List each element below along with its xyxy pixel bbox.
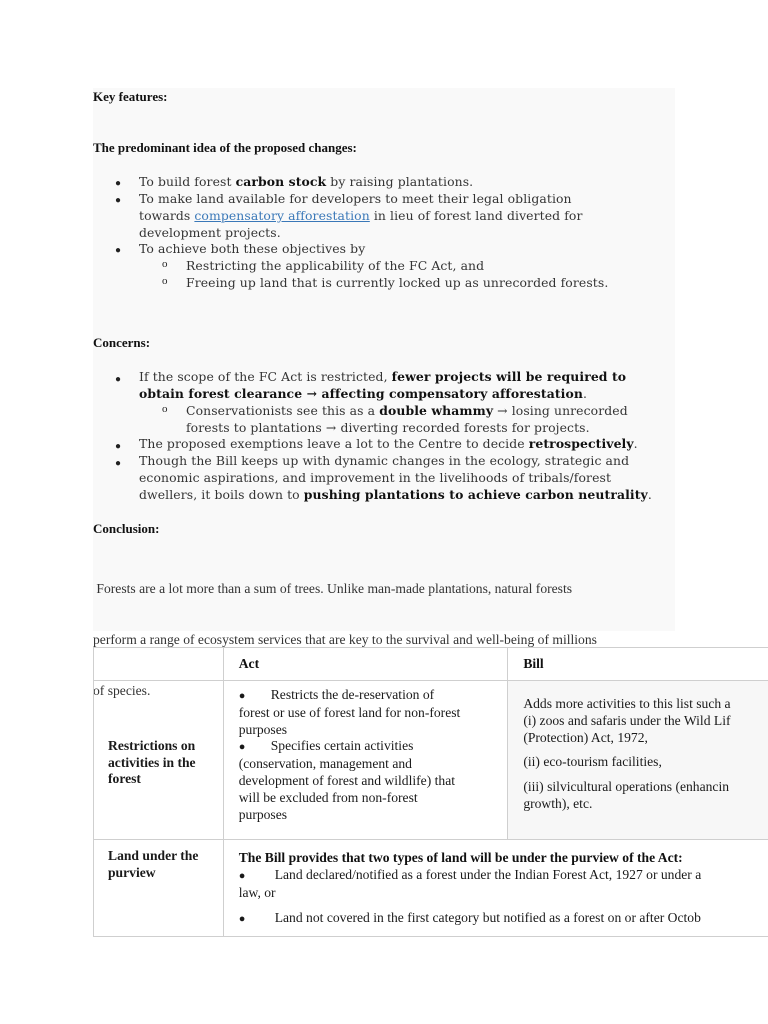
bullet-icon: ● xyxy=(115,195,122,206)
row1-bill-cell: Adds more activities to this list such a (i) zoos and safaris under the Wild Lif (Protection) Act, 1972, (ii) eco-tourism facilities, (iii) silvicultural operations (enhancin growth), etc. xyxy=(508,681,768,840)
concerns-heading: Concerns: xyxy=(93,335,151,350)
table-header-row xyxy=(94,648,768,681)
idea-heading: The predominant idea of the proposed changes: xyxy=(93,140,357,155)
sub-bullet-icon: o xyxy=(162,258,168,270)
bullet-icon: ● xyxy=(238,690,246,702)
bullet-icon: ● xyxy=(115,458,122,469)
key-features-heading: Key features: xyxy=(93,89,168,104)
table-row xyxy=(94,681,768,840)
row2-label: Land under the purview xyxy=(108,848,199,880)
idea-item-1: To build forest carbon stock by raising plantations. xyxy=(139,174,474,189)
bullet-icon: ● xyxy=(115,374,122,385)
comparison-table xyxy=(93,647,768,937)
conclusion-text: Forests are a lot more than a sum of trees. Unlike man-made plantations, natural forests perform a range of ecosystem services that are key to the survival and well-being of millions of species. xyxy=(93,581,597,698)
idea-item-3: To achieve both these objectives by xyxy=(139,241,366,256)
idea-item-2: To make land available for developers to meet their legal obligation towards compensatory afforestation in lieu of forest land diverted for development projects. xyxy=(139,191,583,240)
table-header-act-cell xyxy=(223,648,508,681)
row2-label-cell xyxy=(94,840,224,937)
row1-act-cell: ● Restricts the de-reservation of forest or use of forest land for non-forest purposes ● Specifies certain activities (conservation, management and development of forest and wildlife) that will be excluded from non-forest purposes xyxy=(223,681,508,840)
conclusion-heading: Conclusion: xyxy=(93,521,160,536)
table-header-empty xyxy=(94,648,224,681)
table-header-bill-cell xyxy=(508,648,768,681)
bullet-icon: ● xyxy=(115,245,122,256)
idea-sub-item-1: Restricting the applicability of the FC Act, and xyxy=(186,258,485,273)
concern-item-2: The proposed exemptions leave a lot to the Centre to decide retrospectively. xyxy=(139,436,638,451)
table-header-bill: Bill xyxy=(523,656,544,671)
bullet-icon: ● xyxy=(238,913,246,926)
row1-label-cell xyxy=(94,681,224,840)
concern-item-1: If the scope of the FC Act is restricted, fewer projects will be required to obtain forest clearance → affecting compensatory afforestation. xyxy=(139,369,627,401)
bullet-icon: ● xyxy=(238,741,246,754)
concern-item-3: Though the Bill keeps up with dynamic changes in the ecology, strategic and economic aspirations, and improvement in the livelihoods of tribals/forest dwellers, it boils down to pushing plantations to achieve carbon neutrality. xyxy=(139,453,652,502)
table-row xyxy=(94,840,768,937)
bullet-icon: ● xyxy=(115,441,122,452)
bullet-icon: ● xyxy=(115,178,122,189)
idea-sub-item-2: Freeing up land that is currently locked up as unrecorded forests. xyxy=(186,275,609,290)
compensatory-afforestation-link[interactable]: compensatory afforestation xyxy=(194,207,370,223)
bullet-icon: ● xyxy=(238,869,246,882)
row1-label: Restrictions on activities in the forest xyxy=(108,737,196,787)
table-header-act: Act xyxy=(238,656,260,671)
row2-content-cell: The Bill provides that two types of land will be under the purview of the Act: ● Land declared/notified as a forest under the Indian Forest Act, 1927 or under a law, or ● Land not covered in the first category but notified as a forest on or after Octob xyxy=(223,840,768,937)
sub-bullet-icon: o xyxy=(162,403,168,415)
sub-bullet-icon: o xyxy=(162,275,168,287)
concern-sub-item: Conservationists see this as a double whammy → losing unrecorded forests to plantations → diverting recorded forests for projects. xyxy=(186,403,628,435)
